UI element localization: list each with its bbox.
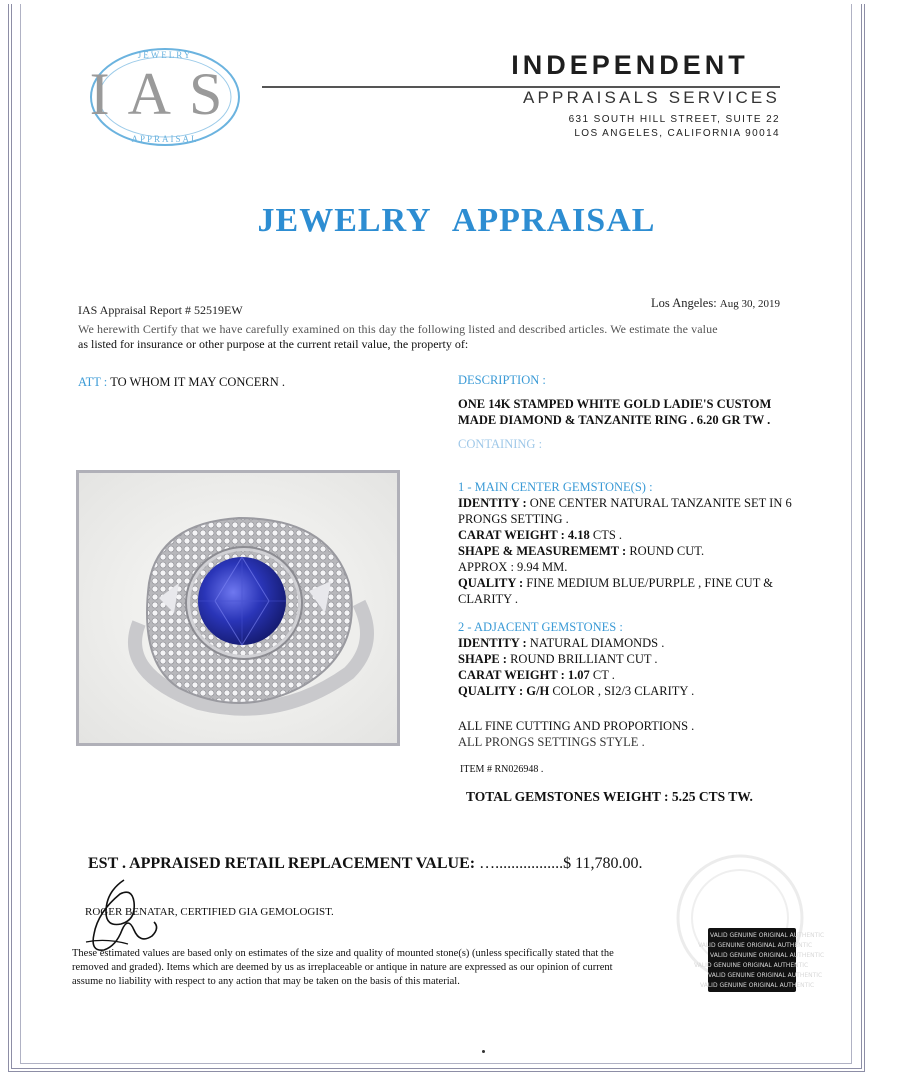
- adjacent-carat-label: CARAT WEIGHT : 1.07: [458, 668, 590, 682]
- adjacent-quality-value: COLOR , SI2/3 CLARITY .: [549, 684, 695, 698]
- main-gemstone-heading: 1 - MAIN CENTER GEMSTONE(S) :: [458, 480, 653, 494]
- gemologist-name: ROGER BENATAR, CERTIFIED GIA GEMOLOGIST.: [85, 906, 334, 918]
- company-name: INDEPENDENT: [511, 50, 749, 80]
- description-line-1: ONE 14K STAMPED WHITE GOLD LADIE'S CUSTOM: [458, 397, 772, 411]
- disclaimer-line-1: These estimated values are based only on estimates of the size and quality of mounted stone(s) (unless specifically stated that the: [72, 948, 614, 959]
- main-quality-label: QUALITY :: [458, 576, 524, 590]
- adjacent-identity-value: NATURAL DIAMONDS .: [526, 636, 665, 650]
- adjacent-gemstones-section: [458, 619, 838, 699]
- logo-letters: IAS: [89, 61, 241, 127]
- report-date-line: [612, 296, 780, 311]
- main-shape-label: SHAPE & MEASUREMEMT :: [458, 544, 627, 558]
- certification-text: [78, 322, 818, 352]
- estimated-value-dots: ….................: [475, 855, 564, 872]
- certification-line-2: as listed for insurance or other purpose at the current retail value, the property of:: [78, 337, 469, 351]
- logo-arc-top: JEWELRY: [137, 50, 193, 60]
- estimated-value-line: [88, 855, 642, 873]
- hologram-text: VALID GENUINE ORIGINAL AUTHENTIC: [710, 952, 825, 959]
- description-line-2: MADE DIAMOND & TANZANITE RING . 6.20 GR TW .: [458, 413, 771, 427]
- main-shape-value: ROUND CUT.: [626, 544, 705, 558]
- containing-label: CONTAINING :: [458, 437, 543, 451]
- address-line-2: LOS ANGELES, CALIFORNIA 90014: [574, 128, 780, 139]
- address-line-1: 631 SOUTH HILL STREET, SUITE 22: [568, 114, 780, 125]
- report-number: IAS Appraisal Report # 52519EW: [78, 303, 243, 317]
- company-subtitle: APPRAISALS SERVICES: [522, 88, 780, 107]
- main-carat-label: CARAT WEIGHT : 4.18: [458, 528, 590, 542]
- main-gemstone-section: [458, 479, 838, 607]
- adjacent-identity-label: IDENTITY :: [458, 636, 527, 650]
- hologram-text: VALID GENUINE ORIGINAL AUTHENTIC: [700, 982, 815, 989]
- hologram-text: VALID GENUINE ORIGINAL AUTHENTIC: [698, 942, 813, 949]
- report-location: Los Angeles:: [651, 296, 717, 310]
- description-label: DESCRIPTION :: [458, 373, 546, 387]
- ring-photo: [76, 470, 400, 746]
- adjacent-shape-label: SHAPE :: [458, 652, 507, 666]
- adjacent-heading: 2 - ADJACENT GEMSTONES :: [458, 620, 623, 634]
- ias-logo: [80, 42, 250, 152]
- hologram-text: VALID GENUINE ORIGINAL AUTHENTIC: [694, 962, 809, 969]
- cutting-note: [458, 718, 694, 750]
- cutting-note-line-2: ALL PRONGS SETTINGS STYLE .: [458, 735, 645, 749]
- hologram-text: VALID GENUINE ORIGINAL AUTHENTIC: [710, 932, 825, 939]
- cutting-note-line-1: ALL FINE CUTTING AND PROPORTIONS .: [458, 719, 695, 733]
- hologram-sticker: [694, 928, 825, 992]
- page-dot: [482, 1050, 485, 1053]
- company-address: [470, 113, 780, 141]
- adjacent-quality-label: QUALITY : G/H: [458, 684, 550, 698]
- adjacent-carat-value: CT .: [589, 668, 615, 682]
- estimated-value-label: EST . APPRAISED RETAIL REPLACEMENT VALUE:: [88, 855, 476, 872]
- estimated-value-amount: $ 11,780.00.: [563, 855, 643, 872]
- att-line: [78, 375, 285, 390]
- document-title: JEWELRY APPRAISAL: [257, 202, 656, 239]
- adjacent-shape-value: ROUND BRILLIANT CUT .: [506, 652, 658, 666]
- main-approx: APPROX : 9.94 MM.: [458, 560, 568, 574]
- main-identity-value: ONE CENTER NATURAL TANZANITE SET IN 6: [526, 496, 792, 510]
- certification-line-1: We herewith Certify that we have carefully examined on this day the following listed and described articles. We estimate the value: [78, 322, 718, 336]
- main-identity-label: IDENTITY :: [458, 496, 527, 510]
- disclaimer: [72, 947, 722, 989]
- description-text: [458, 396, 828, 428]
- att-value: TO WHOM IT MAY CONCERN .: [110, 375, 285, 389]
- total-gemstones-weight: TOTAL GEMSTONES WEIGHT : 5.25 CTS TW.: [466, 789, 753, 804]
- disclaimer-line-2: removed and graded). Items which are deemed by us as irreplaceable or antique in nature are expressed as our opinion of current: [72, 962, 613, 973]
- report-date: Aug 30, 2019: [719, 298, 780, 310]
- main-identity-value-2: PRONGS SETTING .: [458, 512, 569, 526]
- main-carat-value: CTS .: [589, 528, 623, 542]
- att-label: ATT :: [78, 375, 108, 389]
- hologram-text: VALID GENUINE ORIGINAL AUTHENTIC: [708, 972, 823, 979]
- main-quality-value-2: CLARITY .: [458, 592, 518, 606]
- logo-arc-bottom: APPRAISAL: [131, 134, 199, 144]
- item-number: ITEM # RN026948 .: [460, 764, 544, 775]
- disclaimer-line-3: assume no liability with respect to any action that may be taken on the basis of this material.: [72, 976, 460, 987]
- main-quality-value: FINE MEDIUM BLUE/PURPLE , FINE CUT &: [523, 576, 773, 590]
